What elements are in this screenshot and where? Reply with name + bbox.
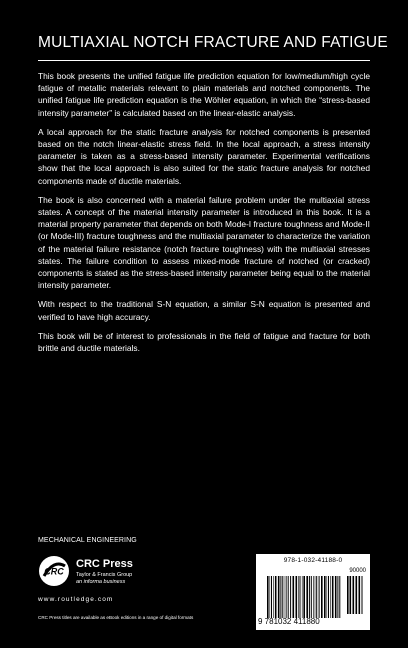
publisher-logo [38, 555, 178, 607]
isbn-label: 978-1-032-41188-0 [283, 557, 343, 564]
blurb-paragraph: This book presents the unified fatigue life prediction equation for low/medium/high cycle fatigue of metallic materials relevant to plain materials and notched components. The unified fatigue life prediction equation is the Wöhler equation, in which the “stress-based intensity parameter” is calculated based on the linear-elastic analysis. [38, 71, 370, 118]
barcode [266, 576, 342, 618]
blurb-paragraph: With respect to the traditional S-N equation, a similar S-N equation is presented and verified to have high accuracy. [38, 299, 370, 322]
publisher-group: Taylor & Francis Group [76, 572, 133, 578]
publisher-tagline: an informa business [76, 579, 126, 585]
publisher-name: CRC Press [76, 558, 133, 570]
price-addon-label: 90000 [349, 568, 366, 574]
addon-barcode [346, 576, 364, 614]
isbn-barcode-box [256, 554, 370, 630]
ebook-footnote: CRC Press titles are available as eBook editions in a range of digital formats [38, 615, 194, 620]
blurb-paragraph: The book is also concerned with a material failure problem under the multiaxial stress states. A concept of the material intensity parameter is introduced in this book. It is a material property parameter that depends on both Mode-I fracture toughness and Mode-II (or Mode-III) fracture toughness and the multiaxial parameter to characterize the variation of the material failure resistance (notch fracture toughness) with the multiaxial stresses states. The failure condition to assess mixed-mode fracture of notched (or cracked) components is stated as the stress-based intensity parameter being equal to the material intensity parameter. [38, 194, 370, 291]
blurb-paragraph: This book will be of interest to professionals in the field of fatigue and fracture for both brittle and ductile materials. [38, 330, 370, 354]
title-divider [38, 60, 370, 61]
publisher-website: www.routledge.com [38, 596, 114, 603]
logo-lettering: CRC [44, 566, 64, 577]
barcode-digits: 9 781032 411880 [258, 617, 320, 626]
crc-logo-icon [38, 555, 70, 587]
blurb [38, 70, 370, 361]
blurb-paragraph: A local approach for the static fracture analysis for notched components is presented based on the notch linear-elastic stress field. In the local approach, a stress intensity parameter is taken as a stress-based intensity parameter. Experimental verifications show that the local approach is also suited for the static fracture analysis for notched components made of ductile materials. [38, 126, 370, 186]
subject-category: MECHANICAL ENGINEERING [38, 537, 137, 544]
book-title: MULTIAXIAL NOTCH FRACTURE AND FATIGUE [38, 34, 388, 51]
